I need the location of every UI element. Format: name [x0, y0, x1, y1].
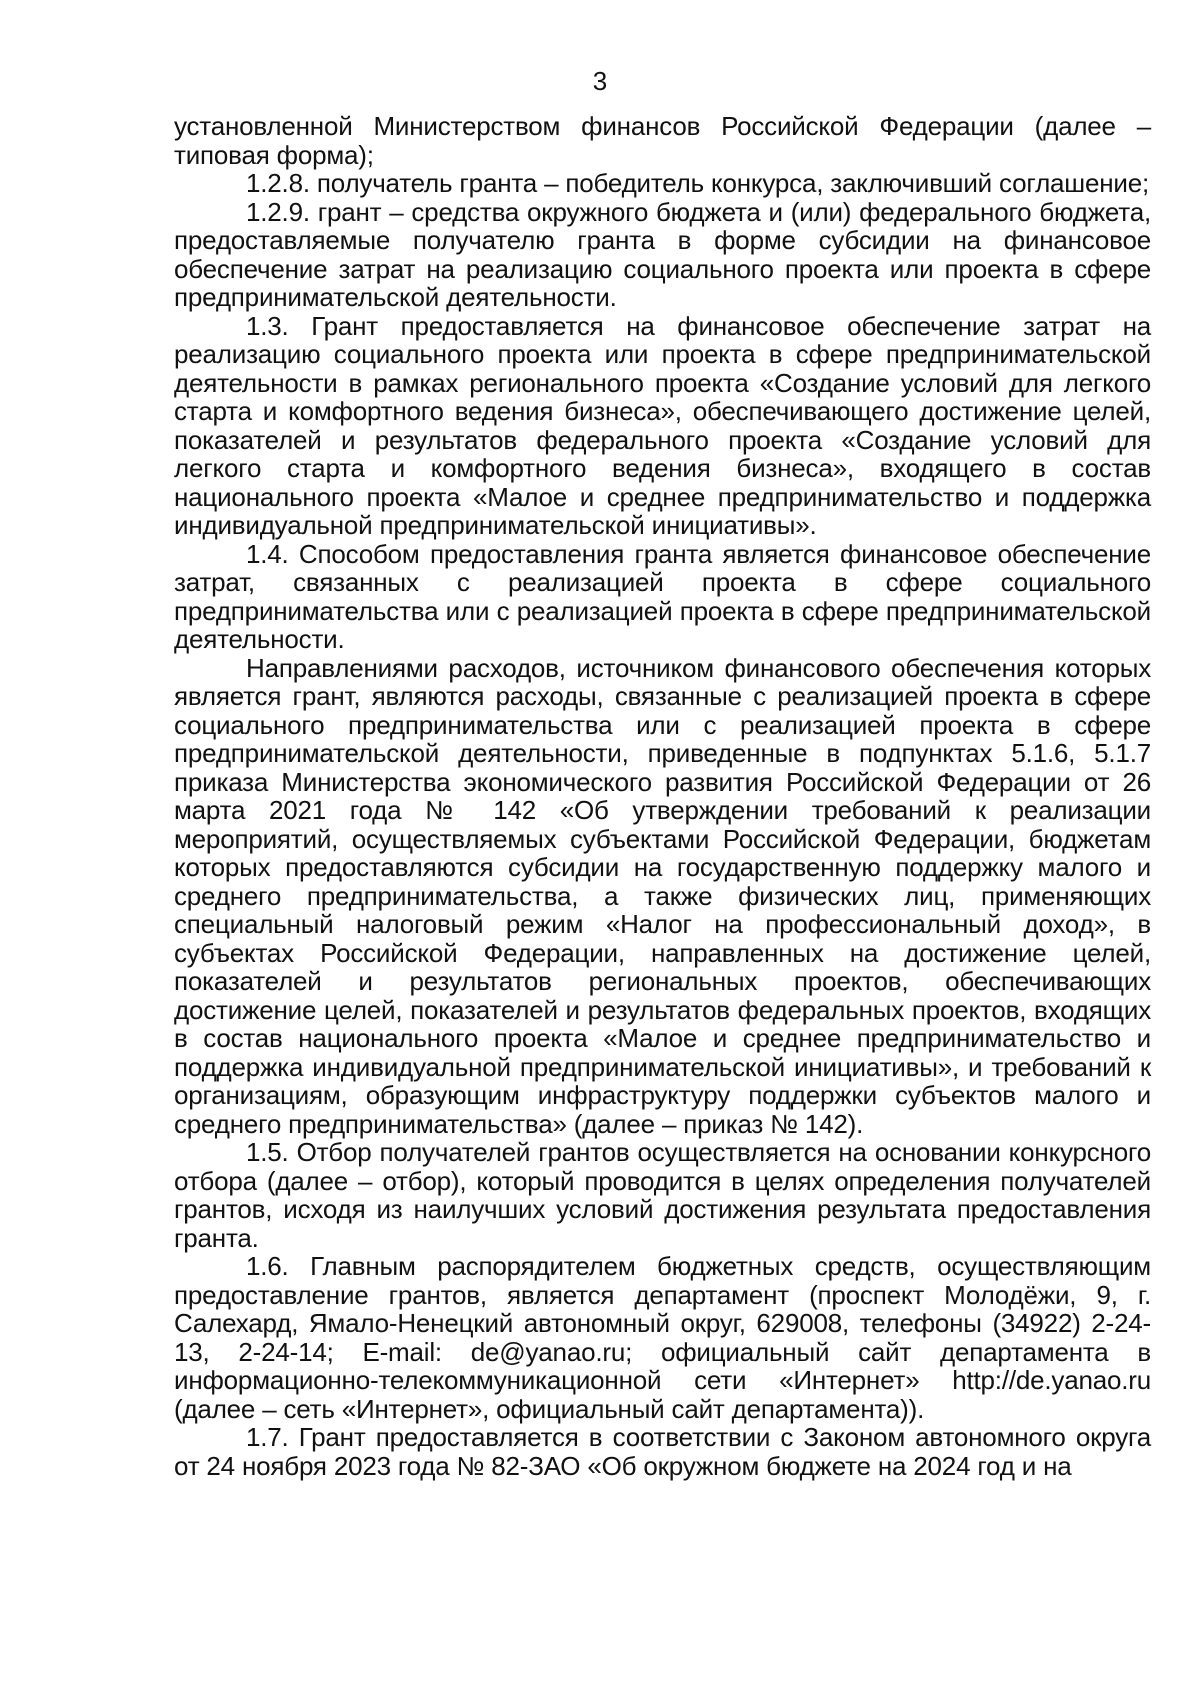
paragraph-1-7: 1.7. Грант предоставляется в соответствии с Законом автономного округа от 24 ноября 2023 года № 82-ЗАО «Об окружном бюджете на 2024 год и на — [174, 1422, 1151, 1481]
paragraph-1-2-8: 1.2.8. получатель гранта – победитель конкурса, заключивший соглашение; — [246, 168, 1149, 198]
paragraph-1-6: 1.6. Главным распорядителем бюджетных средств, осуществляющим предоставление грантов, является департамент (проспект Молодёжи, 9, г. Салехард, Ямало-Ненецкий автономный округ, 629008, телефоны (34922) 2-24-13, 2-24-14; E-mail: de@yanao.ru; официальный сайт департамента в информационно-телекоммуникационной сети «Интернет» http://de.yanao.ru (далее – сеть «Интернет», официальный сайт департамента)). — [174, 1251, 1151, 1424]
document-body — [174, 112, 1151, 1480]
paragraph-1-2-9: 1.2.9. грант – средства окружного бюджета и (или) федерального бюджета, предоставляемые получателю гранта в форме субсидии на финансовое обеспечение затрат на реализацию социального проекта или проекта в сфере предпринимательской деятельности. — [174, 196, 1151, 312]
page-number: 3 — [592, 66, 608, 96]
paragraph-1-3: 1.3. Грант предоставляется на финансовое обеспечение затрат на реализацию социального проекта или проекта в сфере предпринимательской деятельности в рамках регионального проекта «Создание условий для легкого старта и комфортного ведения бизнеса», обеспечивающего достижение целей, показателей и результатов федерального проекта «Создание условий для легкого старта и комфортного ведения бизнеса», входящего в состав национального проекта «Малое и среднее предпринимательство и поддержка индивидуальной предпринимательской инициативы». — [174, 310, 1151, 540]
paragraph-typical-form-continuation: установленной Министерством финансов Российской Федерации (далее – типовая форма); — [174, 111, 1151, 170]
paragraph-1-5: 1.5. Отбор получателей грантов осуществляется на основании конкурсного отбора (далее – отбор), который проводится в целях определения получателей грантов, исходя из наилучших условий достижения результата предоставления гранта. — [174, 1137, 1151, 1253]
paragraph-expense-directions: Направлениями расходов, источником финансового обеспечения которых является грант, являются расходы, связанные с реализацией проекта в сфере социального предпринимательства или с реализацией проекта в сфере предпринимательской деятельности, приведенные в подпунктах 5.1.6, 5.1.7 приказа Министерства экономического развития Российской Федерации от 26 марта 2021 года № 142 «Об утверждении требований к реализации мероприятий, осуществляемых субъектами Российской Федерации, бюджетам которых предоставляются субсидии на государственную поддержку малого и среднего предпринимательства, а также физических лиц, применяющих специальный налоговый режим «Налог на профессиональный доход», в субъектах Российской Федерации, направленных на достижение целей, показателей и результатов региональных проектов, обеспечивающих достижение целей, показателей и результатов федеральных проектов, входящих в состав национального проекта «Малое и среднее предпринимательство и поддержка индивидуальной предпринимательской инициативы», и требований к организациям, образующим инфраструктуру поддержки субъектов малого и среднего предпринимательства» (далее – приказ № 142). — [174, 652, 1151, 1139]
paragraph-1-4: 1.4. Способом предоставления гранта является финансовое обеспечение затрат, связанных с реализацией проекта в сфере социального предпринимательства или с реализацией проекта в сфере предпринимательской деятельности. — [174, 538, 1151, 654]
